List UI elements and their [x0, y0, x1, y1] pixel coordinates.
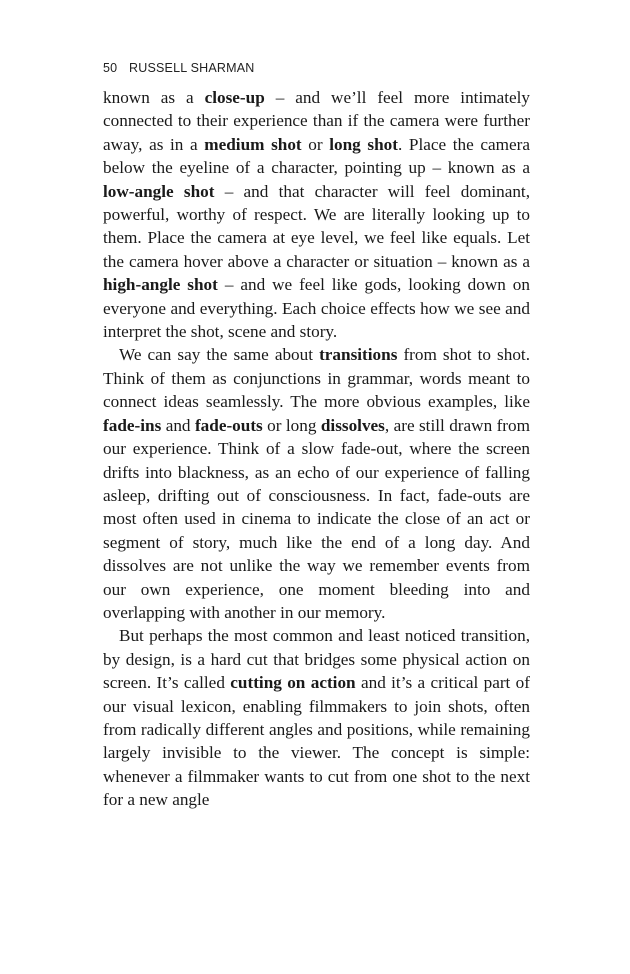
text-run: But perhaps the most common and least noticed transition, by design, is a hard cut that bridges some physical action on screen. It’s called — [103, 626, 530, 693]
book-page — [103, 60, 530, 812]
running-head — [103, 60, 530, 76]
paragraph — [103, 86, 530, 343]
text-run: – and that character will feel dominant, powerful, worthy of respect. We are literally looking up to them. Place the camera at eye level, we feel like equals. Let the camera hover above a character or situation – known as a — [103, 181, 530, 271]
term-fade-ins: fade-ins — [103, 415, 162, 435]
text-run: or long — [262, 415, 321, 435]
text-run: and — [161, 415, 195, 435]
text-run: from shot to shot. Think of them as conjunctions in grammar, words meant to connect ideas seamlessly. The more obvious examples, like — [103, 345, 530, 412]
paragraph — [103, 343, 530, 624]
text-run: , are still drawn from our experience. Think of a slow fade-out, where the screen drifts into blackness, as an echo of our experience of falling asleep, drifting out of consciousness. In fact, fade-outs are most often used in cinema to indicate the close of an act or segment of story, much like the end of a long day. And dissolves are not unlike the way we remember events from our own experience, one moment bleeding into and overlapping with another in our memory. — [103, 415, 530, 622]
term-close-up: close-up — [204, 88, 265, 107]
term-low-angle-shot: low-angle shot — [103, 181, 215, 201]
text-run: . Place the camera below the eyeline of a character, pointing up – known as a — [103, 134, 530, 178]
term-long-shot: long shot — [329, 134, 398, 154]
term-medium-shot: medium shot — [204, 134, 302, 154]
paragraph — [103, 624, 530, 811]
page-number: 50 — [103, 61, 118, 75]
term-dissolves: dissolves — [320, 415, 385, 435]
term-fade-outs: fade-outs — [194, 415, 263, 435]
term-high-angle-shot: high-angle shot — [103, 275, 218, 295]
running-head-author: RUSSELL SHARMAN — [129, 61, 255, 75]
term-transitions: transitions — [319, 345, 398, 365]
term-cutting-on-action: cutting on action — [230, 673, 356, 693]
body-text — [103, 86, 530, 812]
text-run: – and we feel like gods, looking down on everyone and everything. Each choice effects how we see and interpret the shot, scene and story. — [103, 275, 530, 342]
text-run: known as a — [103, 88, 205, 107]
text-run: or — [301, 134, 330, 154]
text-run: We can say the same about — [119, 345, 320, 365]
text-run: and it’s a critical part of our visual lexicon, enabling filmmakers to join shots, often from radically different angles and positions, while remaining largely invisible to the viewer. The concept is simple: whenever a filmmaker wants to cut from one shot to the next for a new angle — [103, 673, 530, 810]
text-run: – and we’ll feel more intimately connected to their experience than if the camera were further away, as in a — [103, 88, 530, 154]
